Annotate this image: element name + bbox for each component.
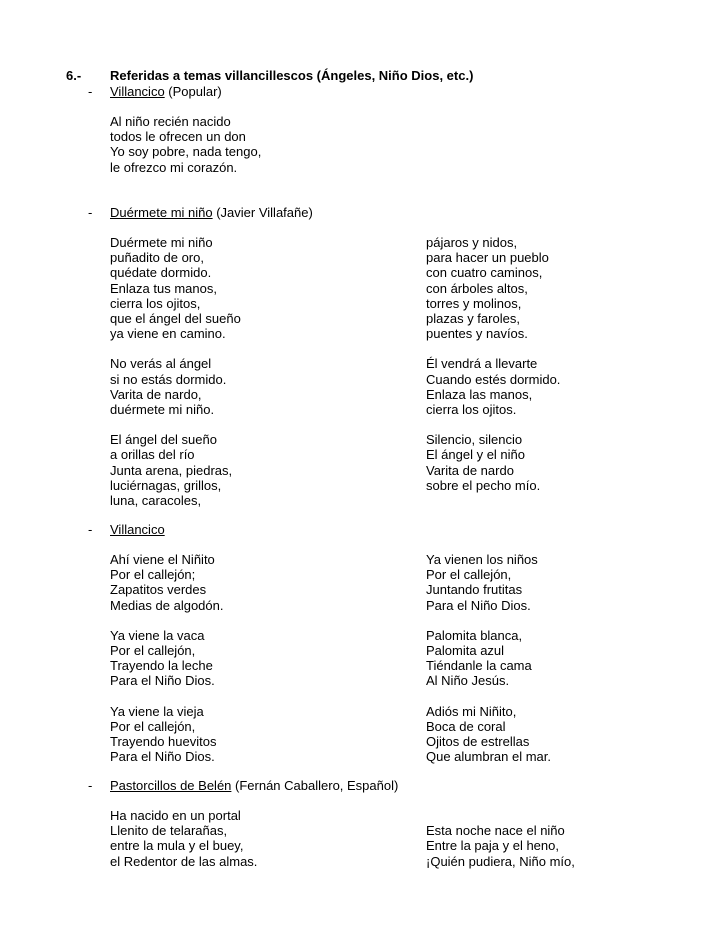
verse-line: le ofrezco mi corazón.	[110, 159, 238, 175]
verse-line: que el ángel del sueño	[110, 310, 241, 326]
item-dash: -	[88, 522, 93, 537]
verse-line: Esta noche nace el niño	[426, 823, 565, 839]
verse-line: Al niño recién nacido	[110, 114, 231, 129]
verse-line: sobre el pecho mío.	[426, 477, 541, 493]
verse-line: luciérnagas, grillos,	[110, 477, 222, 493]
verse-line: Juntando frutitas	[426, 582, 523, 598]
verse-line: Palomita azul	[426, 643, 505, 659]
verse-line: Varita de nardo,	[110, 386, 202, 402]
item-dash: -	[88, 84, 93, 99]
verse-line: duérmete mi niño.	[110, 401, 215, 417]
verse-line: Yo soy pobre, nada tengo,	[110, 144, 262, 160]
verse-line: Varita de nardo	[426, 462, 514, 478]
verse-line: Adiós mi Niñito,	[426, 703, 517, 719]
verse-line: con árboles altos,	[426, 280, 528, 296]
verse-line: pájaros y nidos,	[426, 235, 518, 250]
verse-line: si no estás dormido.	[110, 371, 227, 387]
verse-line: para hacer un pueblo	[426, 250, 549, 266]
verse-line: El ángel y el niño	[426, 447, 526, 463]
verse-line: Por el callejón,	[426, 567, 512, 583]
verse-line: Llenito de telarañas,	[110, 823, 228, 839]
verse-line: Ahí viene el Niñito	[110, 552, 215, 567]
verse-line: Él vendrá a llevarte	[426, 356, 538, 372]
verse-line: Ya viene la vaca	[110, 627, 205, 643]
poem-author: (Javier Villafañe)	[212, 205, 313, 220]
verse-line: Cuando estés dormido.	[426, 371, 561, 387]
section-number: 6.-	[66, 68, 82, 83]
verse-line: Duérmete mi niño	[110, 235, 213, 250]
verse-line: Para el Niño Dios.	[110, 673, 215, 689]
verse-line: ya viene en camino.	[110, 326, 226, 342]
verse-line: Boca de coral	[426, 718, 506, 734]
verse-line: Enlaza tus manos,	[110, 280, 217, 296]
item-dash: -	[88, 205, 93, 220]
verse-line: Enlaza las manos,	[426, 386, 533, 402]
verse-line: Zapatitos verdes	[110, 582, 207, 598]
verse-line: Palomita blanca,	[426, 627, 523, 643]
verse-line: Que alumbran el mar.	[426, 749, 552, 765]
verse-line: Entre la paja y el heno,	[426, 838, 559, 854]
verse-line: a orillas del río	[110, 447, 195, 463]
poem-title: Duérmete mi niño	[110, 205, 213, 220]
verse-line: Por el callejón;	[110, 567, 196, 583]
verse-line: Para el Niño Dios.	[426, 597, 531, 613]
verse-line: El ángel del sueño	[110, 432, 217, 448]
verse-line: Al Niño Jesús.	[426, 673, 510, 689]
poem-author: (Fernán Caballero, Español)	[231, 778, 399, 793]
verse-line: cierra los ojitos,	[110, 295, 201, 311]
poem-title-line	[110, 778, 398, 793]
verse-line: todos le ofrecen un don	[110, 129, 246, 145]
verse-line: Para el Niño Dios.	[110, 749, 215, 765]
verse-line: puentes y navíos.	[426, 326, 528, 342]
poem-title: Villancico	[110, 522, 165, 537]
verse-line: Ojitos de estrellas	[426, 734, 530, 750]
item-dash: -	[88, 778, 93, 793]
verse-line: Ya viene la vieja	[110, 703, 204, 719]
poem-title-line	[110, 205, 313, 220]
verse-line: Ha nacido en un portal	[110, 808, 241, 823]
verse-line: ¡Quién pudiera, Niño mío,	[426, 853, 575, 869]
poem-title-line	[110, 84, 222, 99]
verse-line: Junta arena, piedras,	[110, 462, 233, 478]
verse-line: No verás al ángel	[110, 356, 212, 372]
verse-line: torres y molinos,	[426, 295, 522, 311]
verse-line: cierra los ojitos.	[426, 401, 517, 417]
verse-line: entre la mula y el buey,	[110, 838, 244, 854]
verse-line: Silencio, silencio	[426, 432, 523, 448]
verse-line: plazas y faroles,	[426, 310, 520, 326]
poem-author: (Popular)	[164, 84, 222, 99]
verse-line: el Redentor de las almas.	[110, 853, 258, 869]
verse-line: Por el callejón,	[110, 643, 196, 659]
poem-title: Villancico	[110, 84, 165, 99]
verse-line: Ya vienen los niños	[426, 552, 538, 567]
section-title: Referidas a temas villancillescos (Ángeles, Niño Dios, etc.)	[110, 68, 474, 83]
verse-line: quédate dormido.	[110, 265, 212, 281]
verse-line: con cuatro caminos,	[426, 265, 543, 281]
verse-line: Por el callejón,	[110, 718, 196, 734]
poem-title-line	[110, 522, 165, 537]
verse-line: Tiéndanle la cama	[426, 658, 532, 674]
verse-line: Trayendo la leche	[110, 658, 213, 674]
verse-line: luna, caracoles,	[110, 492, 202, 508]
verse-line: Medias de algodón.	[110, 597, 224, 613]
verse-line: puñadito de oro,	[110, 250, 204, 266]
poem-title: Pastorcillos de Belén	[110, 778, 232, 793]
verse-line: Trayendo huevitos	[110, 734, 217, 750]
